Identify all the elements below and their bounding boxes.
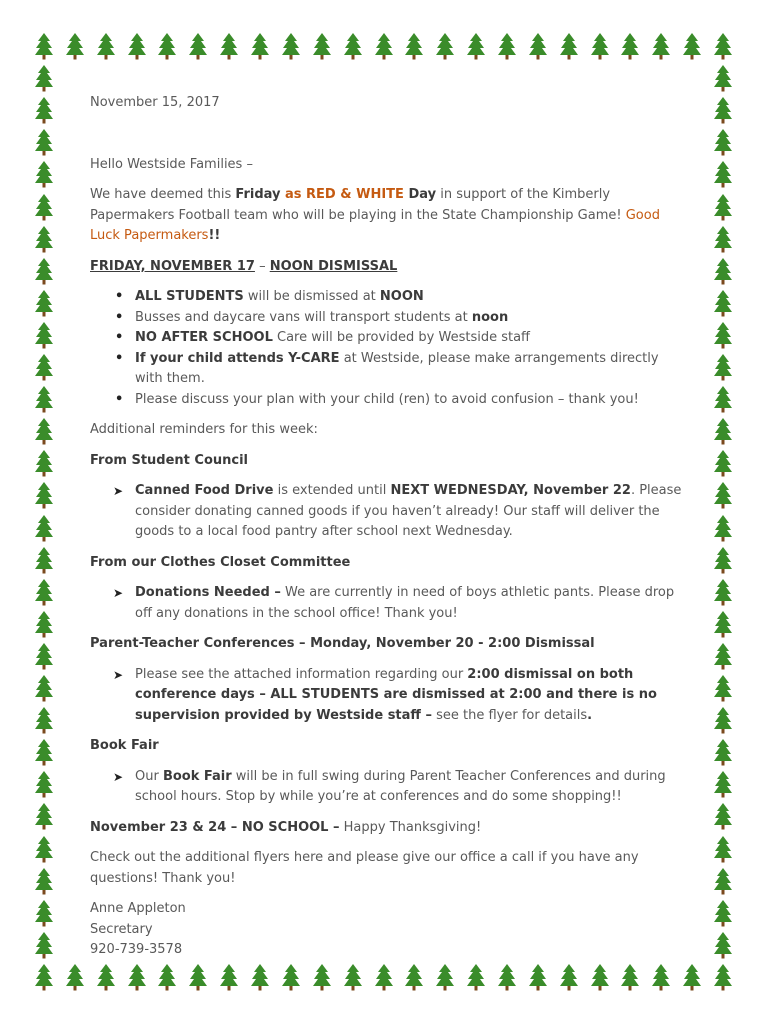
pine-tree-icon <box>34 257 54 285</box>
pine-tree-icon <box>713 353 733 381</box>
dismissal-heading: FRIDAY, NOVEMBER 17 – NOON DISMISSAL <box>90 258 398 274</box>
pine-tree-icon <box>34 160 54 188</box>
pine-tree-icon <box>34 128 54 156</box>
pine-tree-icon <box>651 32 671 60</box>
pine-tree-icon <box>559 32 579 60</box>
conferences-heading: Parent-Teacher Conferences – Monday, November 20 - 2:00 Dismissal <box>90 636 595 651</box>
pine-tree-icon <box>219 32 239 60</box>
pine-tree-icon <box>620 963 640 991</box>
arrow-bullet-icon: ➤ <box>113 484 124 498</box>
pine-tree-icon <box>312 32 332 60</box>
signature-name: Anne Appleton <box>90 901 186 916</box>
pine-tree-icon <box>713 481 733 509</box>
pine-tree-icon <box>34 289 54 317</box>
pine-tree-icon <box>435 32 455 60</box>
pine-tree-icon <box>34 706 54 734</box>
pine-tree-icon <box>713 963 733 991</box>
pine-tree-icon <box>34 835 54 863</box>
letter-body <box>90 93 690 961</box>
signature-title: Secretary <box>90 921 153 937</box>
pine-tree-icon <box>713 610 733 638</box>
book-fair-item: ➤ Our Book Fair will be in full swing during Parent Teacher Conferences and during school hours. Stop by while you’re at conferences and do some shopping!! <box>113 768 666 804</box>
pine-tree-icon <box>713 289 733 317</box>
student-council-item: ➤ Canned Food Drive is extended until NEXT WEDNESDAY, November 22. Please consider donating canned goods if you haven’t already! Our staff will deliver the goods to a local food pantry after school next Wednesday. <box>113 483 682 539</box>
pine-tree-icon <box>34 514 54 542</box>
pine-tree-icon <box>682 963 702 991</box>
list-item: • ALL STUDENTS will be dismissed at NOON <box>135 287 690 308</box>
pine-tree-icon <box>713 931 733 959</box>
pine-tree-icon <box>250 963 270 991</box>
pine-tree-icon <box>34 64 54 92</box>
pine-tree-icon <box>713 417 733 445</box>
student-council-heading: From Student Council <box>90 452 249 468</box>
closing-paragraph: Check out the additional flyers here and please give our office a call if you have any questions! Thank you! <box>90 850 639 886</box>
arrow-bullet-icon: ➤ <box>113 769 124 784</box>
pine-tree-icon <box>96 963 116 991</box>
pine-tree-icon <box>528 32 548 60</box>
pine-tree-icon <box>713 96 733 124</box>
signature-phone: 920-739-3578 <box>90 942 183 957</box>
pine-tree-icon <box>34 385 54 413</box>
pine-tree-icon <box>713 321 733 349</box>
pine-tree-icon <box>34 642 54 670</box>
pine-tree-icon <box>713 738 733 766</box>
pine-tree-icon <box>127 963 147 991</box>
intro-paragraph: We have deemed this Friday as RED & WHITE Day in support of the Kimberly Papermakers Football team who will be playing in the State Championship Game! Good Luck Papermakers!! <box>90 187 660 243</box>
pine-tree-icon <box>713 64 733 92</box>
pine-tree-icon <box>34 32 54 60</box>
pine-tree-icon <box>34 963 54 991</box>
pine-tree-icon <box>651 963 671 991</box>
pine-tree-icon <box>34 193 54 221</box>
pine-tree-icon <box>157 963 177 991</box>
pine-tree-icon <box>590 32 610 60</box>
pine-tree-icon <box>713 385 733 413</box>
conferences-item: ➤ Please see the attached information regarding our 2:00 dismissal on both conference days – ALL STUDENTS are dismissed at 2:00 and there is no supervision provided by Westside staff – see the flyer for details. <box>113 666 657 723</box>
pine-tree-icon <box>34 225 54 253</box>
pine-tree-icon <box>34 867 54 895</box>
dismissal-bullet-list <box>90 287 690 410</box>
pine-tree-icon <box>713 835 733 863</box>
list-item: • Busses and daycare vans will transport students at noon <box>135 308 690 329</box>
pine-tree-icon <box>404 963 424 991</box>
pine-tree-icon <box>34 481 54 509</box>
book-fair-heading: Book Fair <box>90 738 159 753</box>
arrow-bullet-icon: ➤ <box>113 667 124 682</box>
pine-tree-icon <box>34 417 54 445</box>
pine-tree-icon <box>34 738 54 766</box>
reminders-intro: Additional reminders for this week: <box>90 422 318 437</box>
clothes-closet-heading: From our Clothes Closet Committee <box>90 554 351 570</box>
pine-tree-icon <box>559 963 579 991</box>
list-item: • NO AFTER SCHOOL Care will be provided by Westside staff <box>135 328 690 349</box>
pine-tree-icon <box>435 963 455 991</box>
pine-tree-icon <box>590 963 610 991</box>
pine-tree-icon <box>713 32 733 60</box>
clothes-closet-item: ➤ Donations Needed – We are currently in need of boys athletic pants. Please drop off any donations in the school office! Thank you! <box>113 585 675 621</box>
list-item: • Please discuss your plan with your child (ren) to avoid confusion – thank you! <box>135 390 690 411</box>
pine-tree-icon <box>188 32 208 60</box>
greeting: Hello Westside Families – <box>90 156 253 172</box>
pine-tree-icon <box>713 449 733 477</box>
pine-tree-icon <box>34 674 54 702</box>
arrow-bullet-icon: ➤ <box>113 586 124 600</box>
pine-tree-icon <box>281 32 301 60</box>
pine-tree-icon <box>374 963 394 991</box>
pine-tree-icon <box>34 770 54 798</box>
pine-tree-icon <box>34 321 54 349</box>
pine-tree-icon <box>713 802 733 830</box>
pine-tree-icon <box>713 674 733 702</box>
pine-tree-icon <box>312 963 332 991</box>
pine-tree-icon <box>682 32 702 60</box>
pine-tree-icon <box>219 963 239 991</box>
pine-tree-icon <box>65 32 85 60</box>
pine-tree-icon <box>713 514 733 542</box>
list-item: • If your child attends Y-CARE at Westside, please make arrangements directly with them. <box>135 349 690 390</box>
pine-tree-icon <box>466 963 486 991</box>
pine-tree-icon <box>528 963 548 991</box>
pine-tree-icon <box>65 963 85 991</box>
pine-tree-icon <box>713 770 733 798</box>
pine-tree-icon <box>374 32 394 60</box>
pine-tree-icon <box>34 96 54 124</box>
pine-tree-icon <box>127 32 147 60</box>
pine-tree-icon <box>34 578 54 606</box>
pine-tree-icon <box>34 931 54 959</box>
pine-tree-icon <box>34 449 54 477</box>
pine-tree-icon <box>713 193 733 221</box>
pine-tree-icon <box>713 128 733 156</box>
pine-tree-icon <box>96 32 116 60</box>
pine-tree-icon <box>343 963 363 991</box>
pine-tree-icon <box>34 546 54 574</box>
pine-tree-icon <box>713 867 733 895</box>
pine-tree-icon <box>713 899 733 927</box>
pine-tree-icon <box>713 257 733 285</box>
pine-tree-icon <box>713 160 733 188</box>
pine-tree-icon <box>713 578 733 606</box>
pine-tree-icon <box>404 32 424 60</box>
pine-tree-icon <box>34 802 54 830</box>
pine-tree-icon <box>497 963 517 991</box>
pine-tree-icon <box>620 32 640 60</box>
pine-tree-icon <box>343 32 363 60</box>
pine-tree-icon <box>713 225 733 253</box>
pine-tree-icon <box>250 32 270 60</box>
pine-tree-icon <box>466 32 486 60</box>
pine-tree-icon <box>713 642 733 670</box>
pine-tree-icon <box>713 546 733 574</box>
pine-tree-icon <box>188 963 208 991</box>
pine-tree-icon <box>281 963 301 991</box>
thanksgiving-note: November 23 & 24 – NO SCHOOL – Happy Thanksgiving! <box>90 819 482 835</box>
pine-tree-icon <box>713 706 733 734</box>
pine-tree-icon <box>34 610 54 638</box>
pine-tree-icon <box>157 32 177 60</box>
letter-date: November 15, 2017 <box>90 95 220 110</box>
pine-tree-icon <box>497 32 517 60</box>
pine-tree-icon <box>34 353 54 381</box>
pine-tree-icon <box>34 899 54 927</box>
